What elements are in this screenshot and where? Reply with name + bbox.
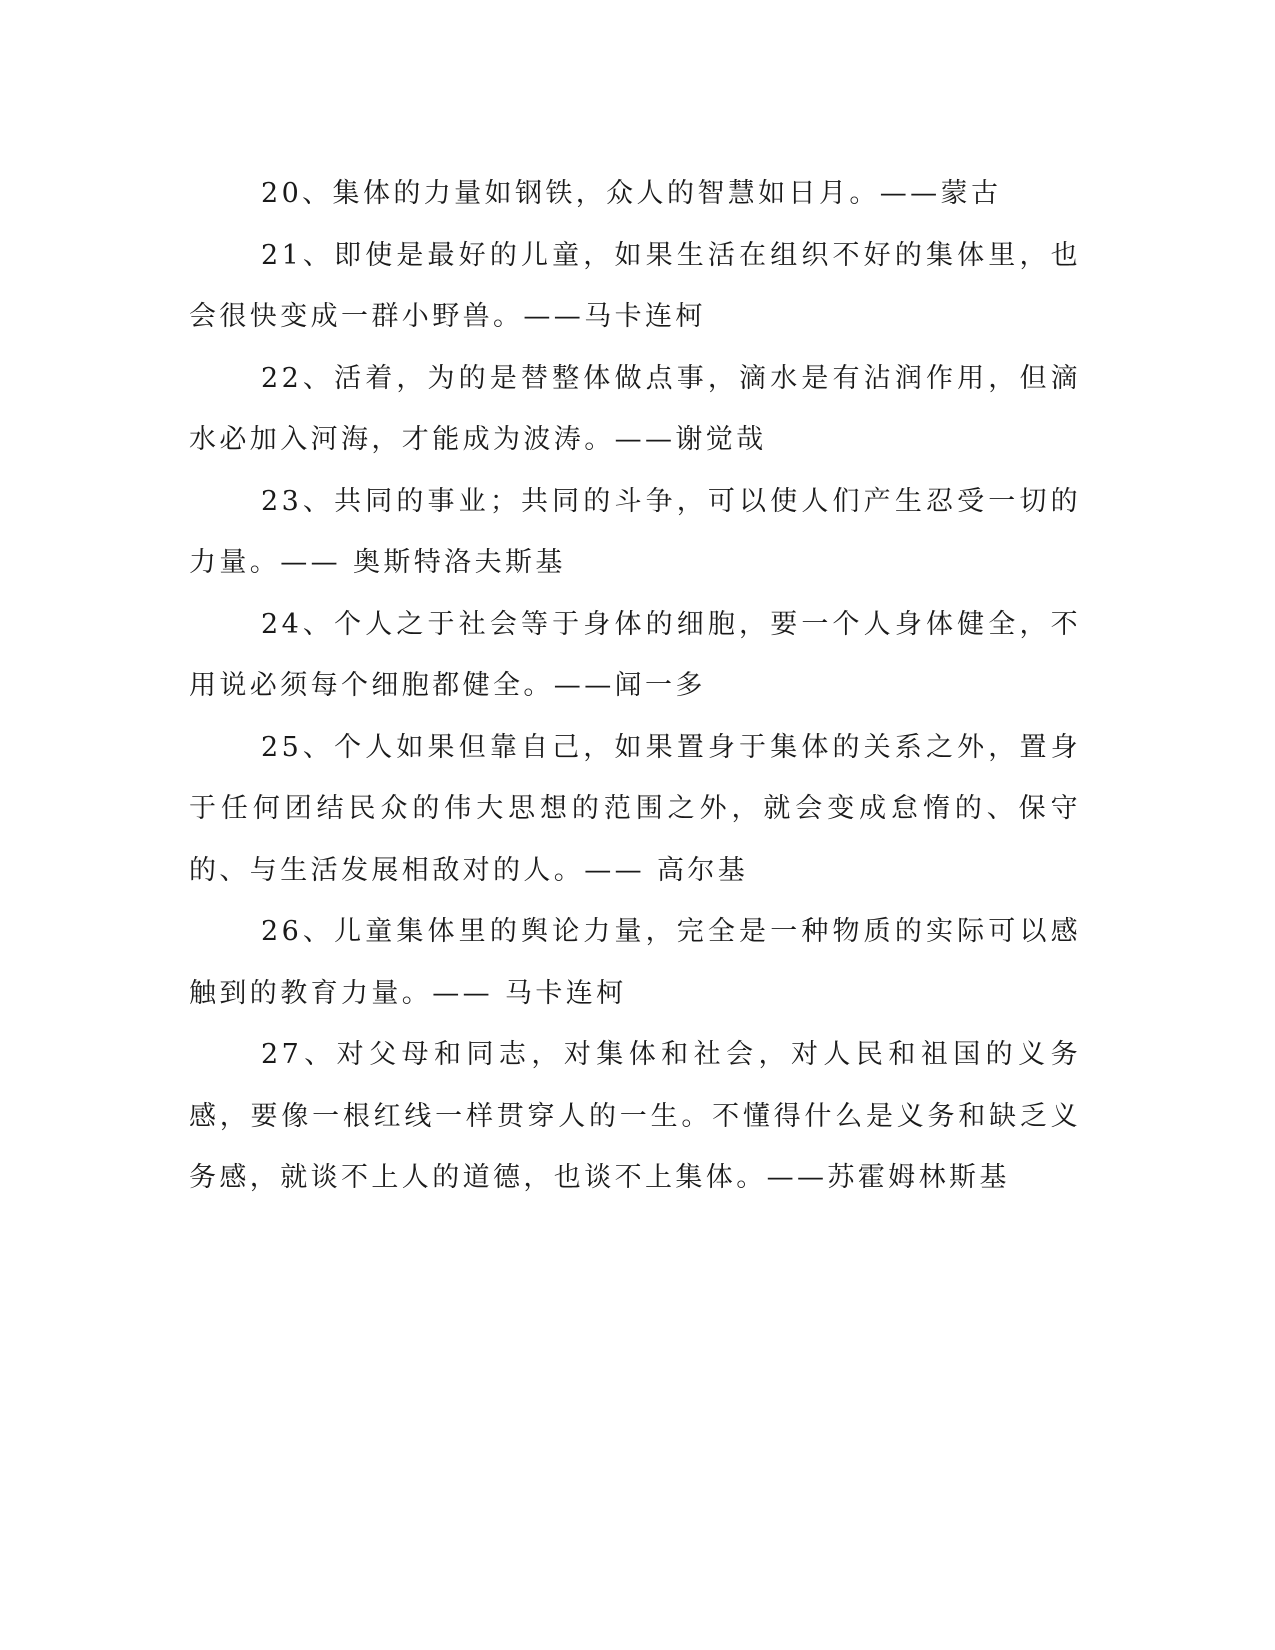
quote-22: 22、活着，为的是替整体做点事，滴水是有沾润作用，但滴水必加入河海，才能成为波涛。——谢觉哉	[189, 362, 1081, 455]
quote-27: 27、对父母和同志，对集体和社会，对人民和祖国的义务感，要像一根红线一样贯穿人的一生。不懂得什么是义务和缺乏义务感，就谈不上人的道德，也谈不上集体。——苏霍姆林斯基	[189, 1039, 1081, 1193]
quote-23: 23、共同的事业；共同的斗争，可以使人们产生忍受一切的力量。—— 奥斯特洛夫斯基	[189, 485, 1081, 578]
quote-20: 20、集体的力量如钢铁，众人的智慧如日月。——蒙古	[261, 178, 1002, 209]
quote-list	[189, 163, 1081, 1209]
quote-26: 26、儿童集体里的舆论力量，完全是一种物质的实际可以感触到的教育力量。—— 马卡连柯	[189, 916, 1081, 1009]
quote-25: 25、个人如果但靠自己，如果置身于集体的关系之外，置身于任何团结民众的伟大思想的范围之外，就会变成怠惰的、保守的、与生活发展相敌对的人。—— 高尔基	[189, 731, 1081, 886]
quote-24: 24、个人之于社会等于身体的细胞，要一个人身体健全，不用说必须每个细胞都健全。——闻一多	[189, 608, 1081, 701]
quote-21: 21、即使是最好的儿童，如果生活在组织不好的集体里，也会很快变成一群小野兽。——马卡连柯	[189, 239, 1081, 332]
